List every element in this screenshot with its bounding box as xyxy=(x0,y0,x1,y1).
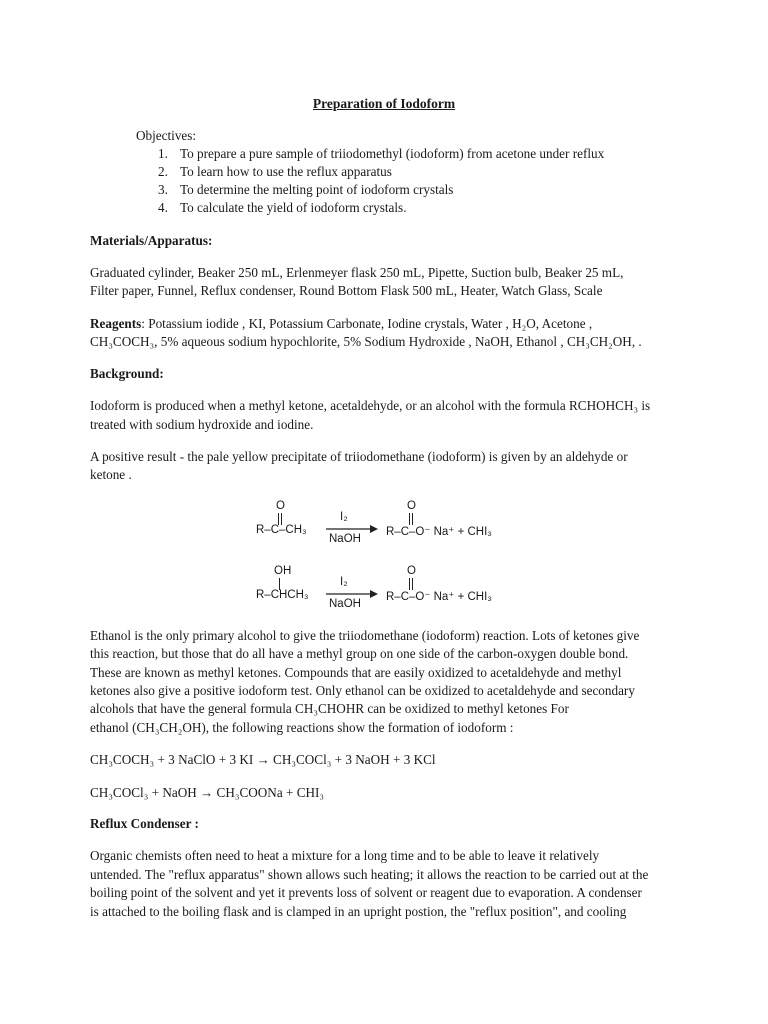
ethanol-line-6: ethanol (CH₃CH₂OH), the following reactions show the formation of iodoform : xyxy=(90,720,514,735)
reaction-arrow-icon xyxy=(326,590,378,598)
list-item: 4. To calculate the yield of iodoform crystals. xyxy=(158,200,407,215)
list-item: 2. To learn how to use the reflux apparatus xyxy=(158,164,392,179)
reactant-carbonyl-o: O xyxy=(276,500,285,512)
reflux-line-1: Organic chemists often need to heat a mixture for a long time and to be able to leave it relatively xyxy=(90,848,600,863)
objectives-label: Objectives: xyxy=(136,128,197,143)
ethanol-line-5: alcohols that have the general formula CH₃CHOHR can be oxidized to methyl ketones For xyxy=(90,701,569,716)
reagent-naoh: NaOH xyxy=(329,598,361,610)
materials-line-2: Filter paper, Funnel, Reflux condenser, Round Bottom Flask 500 mL, Heater, Watch Glass, Scale xyxy=(90,283,603,298)
ethanol-line-1: Ethanol is the only primary alcohol to give the triiodomethane (iodoform) reaction. Lots of ketones give xyxy=(90,628,640,643)
objectives-list xyxy=(158,145,604,217)
reactant-hydroxyl: OH xyxy=(274,565,292,577)
ethanol-line-3: These are known as methyl ketones. Compounds that are easily oxidized to acetaldehyde and methyl xyxy=(90,665,622,680)
materials-line-1: Graduated cylinder, Beaker 250 mL, Erlenmeyer flask 250 mL, Pipette, Suction bulb, Beaker 25 mL, xyxy=(90,265,624,280)
reagent-naoh: NaOH xyxy=(329,533,361,545)
product-formula: R–C–O⁻ Na⁺ + CHI₃ xyxy=(386,591,492,603)
reflux-line-4: is attached to the boiling flask and is clamped in an upright postion, the "reflux position", and cooling xyxy=(90,904,627,919)
reagents-text: : Potassium iodide , KI, Potassium Carbonate, Iodine crystals, Water , H₂O, Acetone , xyxy=(141,316,593,331)
background-p2-line-1: A positive result - the pale yellow precipitate of triiodomethane (iodoform) is given by an aldehyde or xyxy=(90,449,628,464)
reagent-iodine: I₂ xyxy=(340,576,348,588)
equation-2: CH₃COCl₃ + NaOH → CH₃COONa + CHI₃ xyxy=(90,785,325,800)
ethanol-line-2: this reaction, but those that do all have a methyl group on one side of the carbon-oxygen double bond. xyxy=(90,646,629,661)
product-carbonyl-o: O xyxy=(407,500,416,512)
page-title: Preparation of Iodoform xyxy=(312,96,456,111)
product-carbonyl-o: O xyxy=(407,565,416,577)
materials-heading: Materials/Apparatus: xyxy=(90,233,213,248)
reagents-label: Reagents xyxy=(90,316,142,331)
reaction-scheme-1 xyxy=(250,500,530,552)
background-p2-line-2: ketone . xyxy=(90,467,132,482)
reaction-arrow-icon xyxy=(326,525,378,533)
list-item: 3. To determine the melting point of iodoform crystals xyxy=(158,182,454,197)
reflux-heading: Reflux Condenser : xyxy=(90,816,199,831)
reaction-scheme-2 xyxy=(250,565,530,617)
background-p1-line-2: treated with sodium hydroxide and iodine. xyxy=(90,417,314,432)
reagent-iodine: I₂ xyxy=(340,511,348,523)
background-p1-line-1: Iodoform is produced when a methyl ketone, acetaldehyde, or an alcohol with the formula RCHOHCH₃ is xyxy=(90,398,651,413)
reflux-line-3: boiling point of the solvent and yet it prevents loss of solvent or reagent due to evaporation. A condenser xyxy=(90,885,642,900)
list-item: 1. To prepare a pure sample of triiodomethyl (iodoform) from acetone under reflux xyxy=(158,146,605,161)
reactant-formula: R–CHCH₃ xyxy=(256,589,309,601)
background-heading: Background: xyxy=(90,366,164,381)
equation-1: CH₃COCH₃ + 3 NaClO + 3 KI → CH₃COCl₃ + 3 NaOH + 3 KCl xyxy=(90,752,436,767)
reflux-line-2: untended. The "reflux apparatus" shown allows such heating; it allows the reaction to be carried out at the xyxy=(90,867,649,882)
reactant-formula: R–C–CH₃ xyxy=(256,524,307,536)
reagents-line-2: CH₃COCH₃, 5% aqueous sodium hypochlorite, 5% Sodium Hydroxide , NaOH, Ethanol , CH₃CH₂OH, . xyxy=(90,334,642,349)
ethanol-line-4: ketones also give a positive iodoform test. Only ethanol can be oxidized to acetaldehyde and secondary xyxy=(90,683,635,698)
product-formula: R–C–O⁻ Na⁺ + CHI₃ xyxy=(386,526,492,538)
reagents-line-1 xyxy=(90,315,592,333)
